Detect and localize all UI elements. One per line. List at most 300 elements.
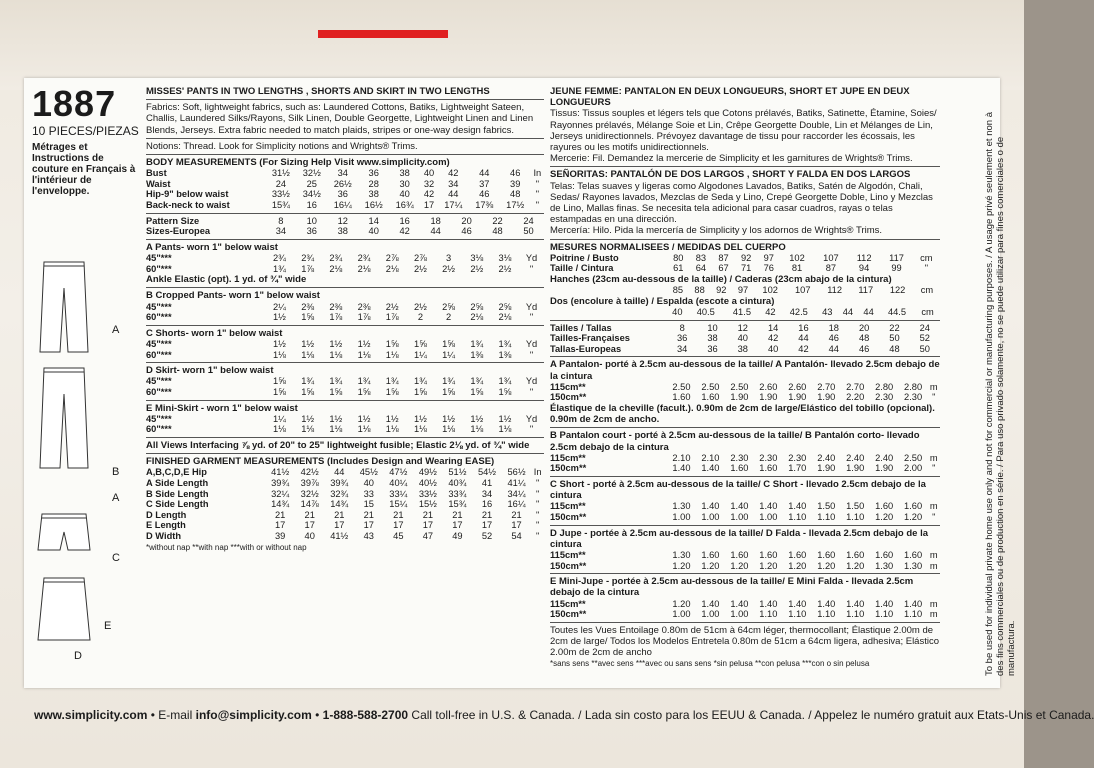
table-cell: 1¾ [498, 338, 512, 349]
table-cell: 2½ [498, 263, 512, 274]
table-cell: 2½ [385, 301, 399, 312]
table-cell: 32½ [302, 168, 321, 179]
table-cell: 107 [794, 285, 811, 296]
table-cell: 2½ [413, 301, 427, 312]
table-cell: 46 [510, 168, 521, 179]
yardage-table [146, 414, 544, 435]
table-cell: 2.20 [846, 392, 865, 403]
table-cell: 1.20 [846, 560, 865, 571]
table-cell: 102 [762, 285, 778, 296]
table-cell: 1.60 [817, 550, 836, 560]
table-cell: 38 [368, 189, 379, 200]
table-cell: 1⅞ [301, 263, 315, 274]
fr-es-column [550, 86, 940, 670]
table-cell: 54 [511, 530, 522, 541]
table-cell: 2⅛ [385, 263, 399, 274]
table-cell: 1⅛ [273, 349, 286, 360]
pieces-count: 10 PIECES/PIEZAS [32, 124, 139, 138]
metrage-sections [550, 359, 940, 622]
table-cell: 3 [446, 252, 452, 263]
table-cell: 32 [423, 178, 435, 189]
table-cell: 32¼ [271, 488, 290, 499]
section-heading: C Shorts- worn 1" below waist [146, 327, 283, 339]
table-cell: m [929, 609, 938, 620]
table-cell: 1⅝ [301, 312, 315, 323]
red-mark [318, 30, 448, 38]
table-cell: 33 [363, 488, 374, 499]
table-cell: 1¼ [273, 413, 286, 424]
table-cell: " [924, 263, 929, 274]
table-cell: " [932, 392, 936, 403]
table-cell: 2¾ [273, 252, 286, 263]
table-cell: Hip-9" below waist [146, 189, 229, 200]
table-cell: 17 [274, 520, 286, 531]
table-cell: 1.00 [730, 512, 749, 522]
table-cell: 40 [423, 168, 435, 179]
yardage-table [550, 550, 940, 571]
table-cell: 15½ [418, 499, 437, 510]
table-cell: 2⅛ [470, 312, 484, 323]
table-cell: 112 [827, 285, 843, 296]
table-cell: 40 [363, 477, 374, 488]
table-cell: 2.00 [904, 463, 923, 474]
table-cell: 16 [798, 322, 809, 333]
table-cell: 87 [825, 263, 837, 274]
table-cell: 2.30 [759, 452, 778, 463]
table-cell: 38 [337, 226, 348, 237]
table-cell: 42 [423, 189, 435, 200]
table-cell: 44 [863, 307, 874, 318]
yardage-table [550, 501, 940, 522]
table-cell: 40 [399, 189, 410, 200]
table-cell: 46 [461, 226, 472, 237]
table-cell: 115cm** [550, 598, 586, 609]
table-cell: 37 [479, 178, 490, 189]
table-cell: 42½ [300, 467, 319, 478]
table-row [146, 312, 544, 323]
table-cell: 17½ [506, 200, 525, 210]
table-cell: 36 [368, 168, 379, 179]
table-cell: 36 [676, 333, 688, 344]
table-cell: 150cm** [550, 609, 587, 620]
table-cell: A Side Length [146, 477, 209, 488]
mercerie-text: Mercerie: Fil. Demandez la mercerie de Simplicity et les garnitures de Wrights® Trims. [550, 153, 913, 165]
table-cell: 1⅝ [273, 386, 286, 397]
table-cell: 60"*** [146, 263, 172, 274]
table-cell: 2⅞ [385, 252, 399, 263]
table-cell: 1½ [329, 413, 343, 424]
table-cell: 36 [337, 189, 348, 200]
table-cell: 1.30 [672, 550, 691, 560]
table-cell: 1.60 [759, 463, 778, 474]
table-cell: 1.40 [846, 598, 865, 609]
table-cell: 45"*** [146, 376, 172, 387]
table-cell: 1.60 [875, 501, 894, 512]
section-heading: D Skirt- worn 1" below waist [146, 365, 274, 377]
table-cell: 25 [306, 178, 317, 189]
mesures-table [550, 253, 940, 274]
table-row [146, 520, 544, 531]
table-cell: 26½ [333, 178, 352, 189]
table-cell: 1.00 [759, 512, 778, 522]
nap-legend: *without nap **with nap ***with or without nap [146, 542, 307, 552]
table-row [146, 216, 544, 227]
table-cell: 1.00 [730, 609, 749, 620]
figure-pants-b [34, 364, 94, 474]
yardage-table [146, 339, 544, 360]
table-cell: 1.40 [730, 598, 749, 609]
table-cell: 42 [765, 307, 776, 318]
table-cell: 44 [828, 343, 839, 354]
table-cell: Yd [525, 413, 538, 424]
table-cell: 1¾ [498, 376, 512, 387]
table-cell: 42 [767, 333, 779, 344]
table-cell: 1.30 [904, 560, 923, 571]
table-cell: 24 [275, 178, 287, 189]
table-cell: 40 [737, 333, 748, 344]
table-cell: B Side Length [146, 488, 209, 499]
table-row [146, 168, 544, 179]
table-cell: 115cm** [550, 452, 586, 463]
section-heading: C Short - porté à 2.5cm au-dessous de la taille/ C Short - llevado 2.5cm debajo de la cintura [550, 479, 926, 502]
header-block [32, 83, 140, 197]
table-row [146, 510, 544, 521]
telas-text: Telas: Telas suaves y ligeras como Algodones Lavados, Batiks, Satén de Algodón, Chali, Sedas/ Rayones lavados, Mezclas de Seda y Lino, Crepé Georgette Doble, Lino y Mezclas de Lino, Mallas finas. Se necesita tela adicional para casar cuadros, rayas o telas estampadas en una dirección. [550, 180, 933, 226]
table-cell: 1.60 [701, 550, 720, 560]
table-cell: 1.20 [817, 560, 836, 571]
footer-email[interactable]: info@simplicity.com [195, 708, 312, 722]
table-row [146, 339, 544, 350]
table-cell: 28 [368, 178, 379, 189]
table-cell: 44 [479, 168, 490, 179]
tissus-text: Tissus: Tissus souples et légers tels que Cotons prélavés, Batiks, Satinette, Étamine, Soies/ Rayonnes prélavés, Mélange Soie et Lin, Crêpe Georgette Double, Lin et Mélanges de Lin, Jerseys unidirectionnels. Prévoyez davantage de tissu pour raccorder les écossais, les rayures ou les motifs unidirectionnels. [550, 108, 937, 154]
figure-label-b: B [112, 466, 120, 478]
table-cell: 1⅝ [470, 386, 484, 397]
size-table [146, 216, 544, 237]
table-cell: 1⅝ [442, 386, 456, 397]
table-cell: " [932, 512, 936, 522]
table-cell: 1⅛ [413, 424, 427, 435]
table-cell: 10 [707, 322, 718, 333]
table-cell: 1⅛ [301, 349, 315, 360]
table-cell: 112 [856, 252, 872, 263]
table-cell: 1.10 [788, 512, 807, 522]
table-cell: 16¼ [333, 200, 352, 210]
section-heading: B Pantalon court - porté à 2.5cm au-dessous de la taille/ B Pantalón corto- llevado 2.5cm debajo de la cintura [550, 430, 920, 453]
table-cell: 1⅞ [357, 312, 371, 323]
table-cell: 38 [737, 343, 748, 354]
table-cell: 1½ [470, 413, 484, 424]
table-row [550, 550, 940, 561]
table-row [146, 489, 544, 500]
table-cell: 2 [446, 312, 452, 323]
table-row [146, 424, 544, 435]
table-cell: 1.20 [904, 512, 923, 522]
hanches-table [550, 285, 940, 296]
dos-label: Dos (encolure à taille) / Espalda (escote a cintura) [550, 295, 775, 307]
table-cell: A,B,C,D,E Hip [146, 467, 207, 478]
table-row [550, 599, 940, 610]
table-cell: 1½ [301, 413, 315, 424]
table-row [146, 200, 544, 211]
table-cell: 122 [889, 285, 906, 296]
hanches-label: Hanches (23cm au-dessous de la taille) / Caderas (23cm abajo de la cintura) [550, 274, 892, 286]
table-cell: 1⅛ [329, 349, 343, 360]
footer: www.simplicity.com • E-mail info@simplicity.com • 1-888-588-2700 Call toll-free in U.S. & Canada. / Lada sin costo para los EEUU & Canada. / Appelez le numéro gratuit aux Etats-Unis et Canada. [34, 708, 1094, 722]
table-cell: 76 [763, 263, 774, 274]
table-cell: 16¼ [507, 499, 526, 510]
table-cell: " [529, 312, 534, 323]
table-cell: 1.50 [846, 501, 865, 512]
figure-label-c: C [112, 552, 120, 564]
table-cell: 2.10 [672, 452, 691, 463]
table-cell: 34 [481, 488, 493, 499]
table-cell: Yd [525, 252, 538, 263]
table-cell: 44 [430, 226, 441, 237]
table-cell: 22 [889, 322, 900, 333]
table-cell: 1¼ [442, 349, 456, 360]
table-cell: 1¾ [470, 376, 484, 387]
table-row [146, 478, 544, 489]
table-cell: 41¼ [507, 477, 526, 488]
table-cell: cm [921, 307, 934, 318]
table-cell: 21 [511, 509, 522, 520]
table-row [550, 501, 940, 512]
table-cell: 31½ [271, 168, 290, 179]
table-cell: 1.60 [904, 550, 923, 560]
table-cell: 1.40 [701, 501, 720, 512]
table-cell: 1.40 [672, 463, 691, 474]
yardage-table [550, 453, 940, 474]
table-cell: 1.20 [701, 560, 720, 571]
table-cell: " [536, 499, 540, 510]
table-cell: In [533, 168, 542, 179]
table-cell: 67 [718, 263, 729, 274]
table-cell: 1¾ [413, 376, 427, 387]
mesures-heading: MESURES NORMALISEES / MEDIDAS DEL CUERPO [550, 241, 786, 253]
usage-notice [940, 96, 1017, 676]
table-cell: E Length [146, 520, 186, 531]
table-cell: " [536, 509, 540, 520]
table-row [146, 264, 544, 275]
table-cell: 20 [461, 215, 472, 226]
table-cell: Bust [146, 168, 167, 179]
table-row [146, 350, 544, 361]
table-cell: 107 [823, 252, 839, 263]
table-cell: 45"*** [146, 252, 172, 263]
table-cell: 83 [695, 252, 707, 263]
english-column [146, 86, 544, 553]
table-cell: 34¼ [507, 488, 526, 499]
footer-site[interactable]: www.simplicity.com [34, 708, 148, 722]
yardage-table [550, 382, 940, 403]
table-cell: 44 [798, 333, 809, 344]
table-cell: 17 [422, 520, 434, 531]
table-cell: m [929, 381, 938, 392]
table-cell: 1⅛ [385, 349, 399, 360]
table-cell: 40½ [418, 477, 437, 488]
finished-heading: FINISHED GARMENT MEASUREMENTS (Includes Design and Wearing EASE) [146, 456, 495, 468]
table-cell: 2.30 [788, 452, 807, 463]
table-cell: 1.90 [817, 392, 836, 403]
table-row [146, 253, 544, 264]
table-cell: 48 [510, 189, 521, 200]
table-cell: 49½ [418, 467, 437, 478]
table-cell: 1⅛ [442, 424, 456, 435]
table-cell: 15¼ [389, 499, 408, 510]
table-cell: 1½ [301, 338, 315, 349]
notions-text: Notions: Thread. Look for Simplicity notions and Wrights® Trims. [146, 140, 418, 152]
table-cell: 45"*** [146, 301, 172, 312]
table-cell: 1⅛ [470, 424, 484, 435]
table-cell: 1⅝ [413, 338, 427, 349]
table-cell: 1.00 [672, 609, 691, 620]
table-cell: 1¾ [273, 263, 286, 274]
table-cell: 2.40 [846, 452, 865, 463]
table-cell: 14 [368, 215, 379, 226]
table-cell: 2.50 [701, 381, 720, 392]
table-cell: 81 [791, 263, 803, 274]
table-cell: 36 [306, 226, 317, 237]
table-cell: 1.40 [759, 501, 778, 512]
table-cell: 17 [393, 520, 404, 531]
table-cell: 97 [763, 252, 774, 263]
table-cell: 2⅛ [498, 312, 512, 323]
table-row [146, 179, 544, 190]
table-cell: 150cm** [550, 560, 587, 571]
table-cell: 42 [798, 343, 809, 354]
table-cell: 48 [889, 343, 900, 354]
table-row [550, 307, 940, 318]
table-cell: m [929, 598, 938, 609]
table-cell: 40 [767, 343, 779, 354]
table-cell: 17 [452, 520, 463, 531]
table-cell: 1.60 [846, 550, 865, 560]
table-cell: 1½ [273, 338, 286, 349]
table-cell: 43 [363, 530, 374, 541]
fabrics-text: Fabrics: Soft, lightweight fabrics, such as: Laundered Cottons, Batiks, Lightweight Sateen, Challis, Laundered Silks/Rayons, Silk Linen, Double Georgette, Lightweight Linen and Linen Blends, Jerseys. Extra fabric needed to match plaids, stripes or one-way design fabrics. [146, 102, 534, 136]
table-cell: 1.20 [672, 598, 691, 609]
table-cell: 2.50 [672, 381, 691, 392]
table-cell: 1½ [385, 413, 399, 424]
table-cell: 1.40 [701, 598, 720, 609]
finished-measurements-table [146, 467, 544, 541]
table-cell: 1⅝ [413, 386, 427, 397]
section-heading: E Mini-Skirt - worn 1" below waist [146, 402, 298, 414]
table-cell: 15 [363, 499, 374, 510]
table-cell: 1.60 [730, 550, 749, 560]
table-cell: Yd [525, 376, 538, 387]
table-cell: 1⅜ [470, 349, 484, 360]
table-cell: 15¾ [448, 499, 467, 510]
table-cell: 17 [363, 520, 374, 531]
table-cell: " [529, 386, 534, 397]
table-cell: " [932, 463, 936, 474]
table-cell: 22 [492, 215, 503, 226]
table-cell: 2⅞ [413, 252, 427, 263]
yardage-sections [146, 242, 544, 438]
table-cell: 1.10 [759, 609, 778, 620]
table-cell: 1⅝ [442, 338, 456, 349]
table-cell: 1⅝ [357, 386, 371, 397]
table-cell: 87 [718, 252, 729, 263]
table-row [550, 285, 940, 296]
table-cell: 33½ [418, 488, 437, 499]
table-cell: 14¾ [271, 499, 290, 510]
table-cell: 40¾ [448, 477, 467, 488]
table-cell: 2.30 [904, 392, 923, 403]
table-row [146, 467, 544, 478]
table-cell: 1¾ [329, 376, 343, 387]
table-cell: 40.5 [696, 307, 715, 318]
table-cell: 17 [423, 200, 435, 210]
table-cell: 2⅛ [357, 263, 371, 274]
table-cell: 33¾ [448, 488, 467, 499]
table-cell: In [533, 467, 542, 478]
table-row [146, 302, 544, 313]
table-cell: 41.5 [732, 307, 751, 318]
table-cell: 36 [707, 343, 718, 354]
table-cell: 1⅞ [329, 312, 343, 323]
table-cell: 24 [919, 322, 930, 333]
table-cell: 1.90 [730, 392, 749, 403]
table-cell: 1.40 [730, 501, 749, 512]
section-extra: Ankle Elastic (opt). 1 yd. of ¾" wide [146, 274, 307, 286]
table-cell: 16¾ [395, 200, 414, 210]
section-heading: A Pants- worn 1" below waist [146, 241, 278, 253]
section-heading: B Cropped Pants- worn 1" below waist [146, 290, 320, 302]
table-cell: Poitrine / Busto [550, 252, 619, 263]
sens-legend: *sans sens **avec sens ***avec ou sans sens *sin pelusa **con pelusa ***con o sin pelusa [550, 659, 870, 669]
table-cell: 20 [858, 322, 870, 333]
table-cell: 42 [448, 168, 459, 179]
table-cell: 150cm** [550, 463, 587, 474]
table-cell: 44.5 [887, 307, 907, 318]
table-cell: 1½ [273, 312, 286, 323]
table-cell: 2¼ [273, 301, 286, 312]
table-cell: " [535, 178, 539, 189]
table-cell: 1.20 [759, 560, 778, 571]
table-cell: 2¾ [357, 252, 371, 263]
table-cell: 3⅛ [498, 252, 512, 263]
section-extra: Élastique de la cheville (facult.). 0.90m de 2cm de large/Elástico del tobillo (opcional). 0.90m de 2cm de ancho. [550, 403, 935, 426]
table-cell [550, 307, 667, 318]
table-cell: 1.10 [846, 512, 865, 522]
footer-email-label: E-mail [158, 708, 193, 722]
table-cell: Tailles-Françaises [550, 333, 630, 344]
table-cell: 2⅜ [357, 301, 371, 312]
table-cell: 60"*** [146, 312, 172, 323]
table-cell: 18 [828, 322, 839, 333]
table-cell: 17 [334, 520, 345, 531]
table-cell: 2¾ [301, 252, 315, 263]
table-cell: 1⅝ [385, 338, 399, 349]
table-cell: 34 [275, 226, 287, 237]
table-cell: 1.60 [788, 550, 807, 560]
table-cell: 1.90 [788, 392, 807, 403]
table-cell: 1.00 [672, 512, 691, 522]
table-cell: 21 [393, 509, 404, 520]
table-cell: cm [920, 252, 933, 263]
table-cell: 1.40 [904, 598, 923, 609]
table-cell: Pattern Size [146, 215, 200, 226]
table-cell: 41 [481, 477, 493, 488]
table-cell: 2.50 [730, 381, 749, 392]
table-cell: 99 [891, 263, 902, 274]
table-cell: " [536, 530, 540, 541]
table-row [146, 226, 544, 237]
table-cell: 47½ [389, 467, 408, 478]
